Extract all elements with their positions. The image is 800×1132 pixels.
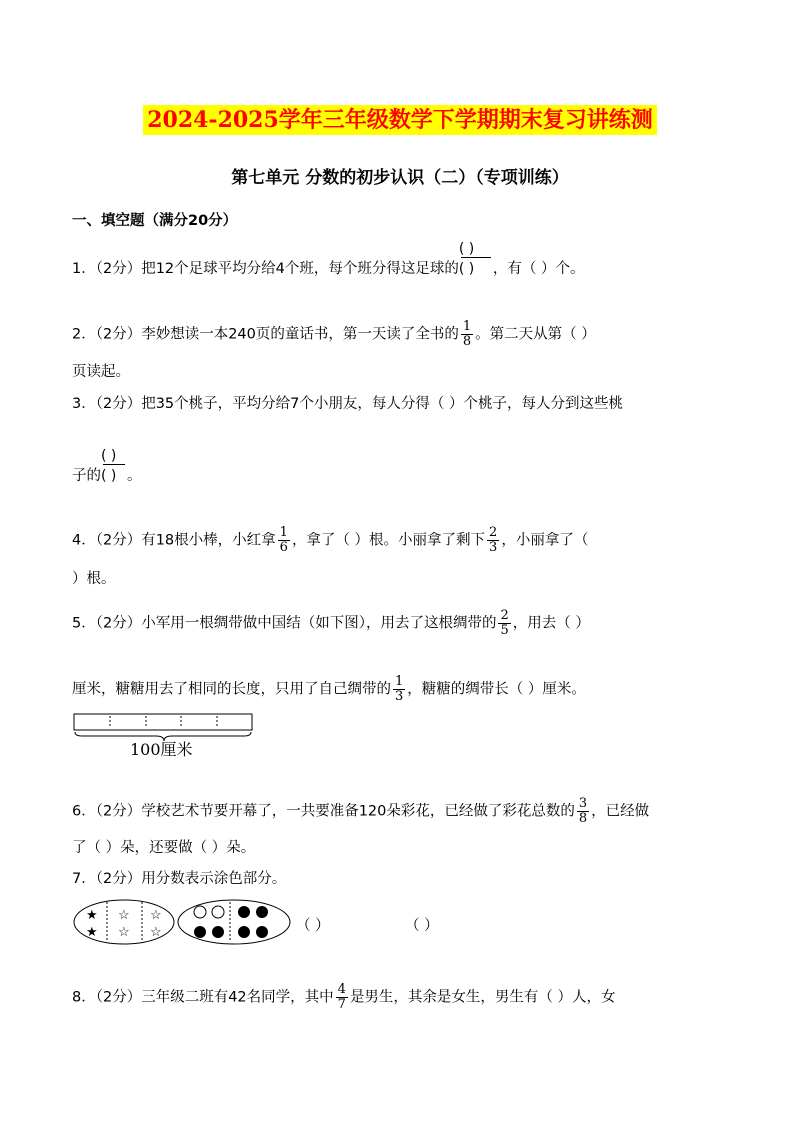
document-title: 2024-2025学年三年级数学下学期期末复习讲练测 [0,103,800,134]
star-icon: ☆ [150,908,162,923]
star-icon: ☆ [118,925,130,940]
filled-star-icon: ★ [86,925,98,940]
question-3-cont: 子的 ( ) ( ) 。 [72,448,142,484]
filled-circle-icon [212,926,224,938]
length-label: 100厘米 [130,740,193,759]
ribbon-bar [74,714,252,730]
section-heading: 一、填空题（满分20分） [72,213,238,229]
fraction: $\frac{3}{8}$ [578,796,588,826]
question-8: 8．（2分）三年级二班有42名同学，其中 $\frac{4}{7}$ 是男生，其余是女生，男生有（ ）人，女 [72,982,616,1012]
question-6: 6．（2分）学校艺术节要开幕了，一共要准备120朵彩花，已经做了彩花总数的 $\frac{3}{8}$ ，已经做 [72,796,650,826]
filled-star-icon: ★ [86,908,98,923]
fraction: $\frac{4}{7}$ [337,982,346,1012]
filled-circle-icon [256,926,268,938]
answer-blank-2[interactable]: （ ） [405,918,439,934]
filled-circle-icon [238,926,250,938]
question-4-cont: ）根。 [72,571,116,587]
fraction: $\frac{1}{6}$ [279,525,288,555]
question-5: 5．（2分）小军用一根绸带做中国结（如下图），用去了这根绸带的 $\frac{2}{5}$ ，用去（ ） [72,608,590,638]
fraction: $\frac{2}{5}$ [500,608,509,638]
filled-circle-icon [238,906,250,918]
filled-circle-icon [194,926,206,938]
blank-fraction[interactable]: ( ) ( ) [459,259,493,279]
ribbon-diagram [72,708,262,762]
fraction: $\frac{1}{3}$ [395,674,404,704]
empty-circle-icon [212,906,224,918]
dot-oval [178,900,290,944]
shaded-figures [72,897,292,949]
question-5-cont: 厘米，糖糖用去了相同的长度，只用了自己绸带的 $\frac{1}{3}$ ，糖糖的绸带长（ ）厘米。 [72,674,586,704]
question-1: 1．（2分）把12个足球平均分给4个班，每个班分得这足球的 ( ) ( ) ，有（ ）个。 [72,241,585,277]
fraction: $\frac{1}{8}$ [462,319,472,349]
answer-blank-1[interactable]: （ ） [296,918,330,934]
fraction: $\frac{2}{3}$ [489,525,498,555]
question-3: 3．（2分）把35个桃子，平均分给7个小朋友，每人分得（ ）个桃子，每人分到这些桃 [72,396,623,412]
question-7: 7．（2分）用分数表示涂色部分。 [72,871,287,887]
question-2-cont: 页读起。 [72,364,130,380]
filled-circle-icon [256,906,268,918]
unit-subtitle: 第七单元 分数的初步认识（二）（专项训练） [231,168,569,188]
question-4: 4．（2分）有18根小棒，小红拿 $\frac{1}{6}$ ，拿了（ ）根。小丽拿了剩下 $\frac{2}{3}$ ，小丽拿了（ [72,525,589,555]
blank-fraction[interactable]: ( ) ( ) [101,466,127,486]
question-6-cont: 了（ ）朵，还要做（ ）朵。 [72,840,256,856]
question-2: 2．（2分）李妙想读一本240页的童话书，第一天读了全书的 $\frac{1}{8}$ 。第二天从第（ ） [72,319,596,349]
star-icon: ☆ [150,925,162,940]
empty-circle-icon [194,906,206,918]
star-icon: ☆ [118,908,130,923]
